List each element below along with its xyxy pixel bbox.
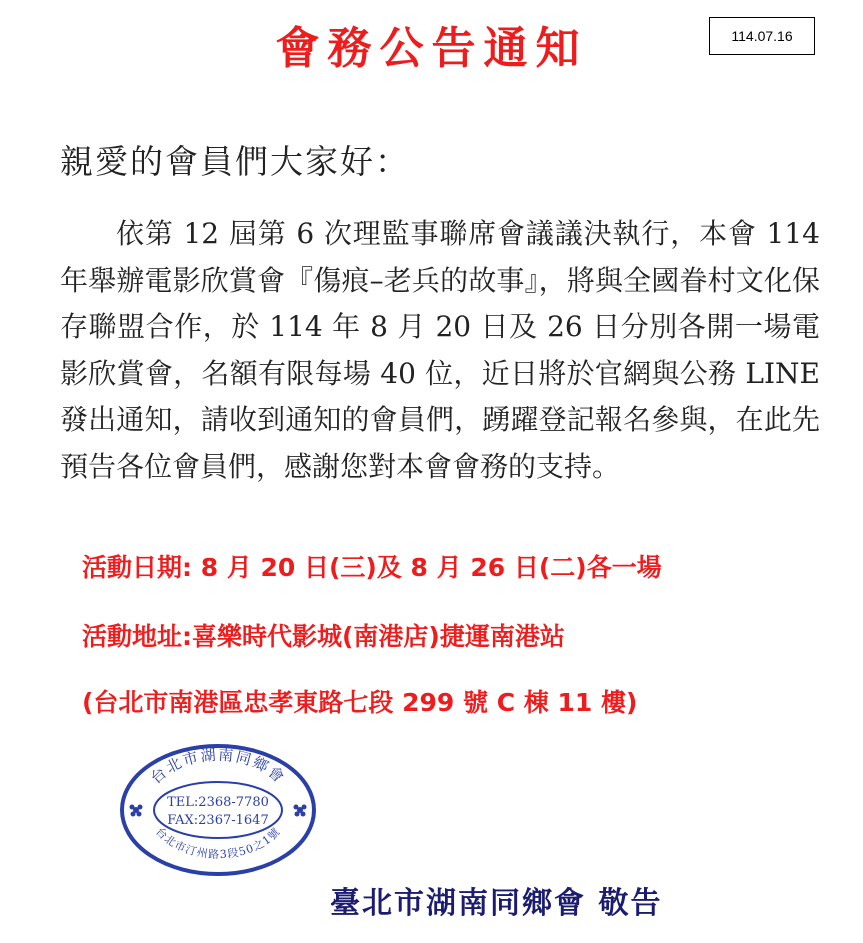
letter-greeting: 親愛的會員們大家好： — [60, 142, 410, 181]
seal-bottom-text: 台北市汀州路3段50之1號 — [153, 825, 283, 862]
seal-tel: TEL:2368-7780 — [167, 795, 269, 810]
event-address-line: (台北市南港區忠孝東路七段 299 號 C 棟 11 樓) — [82, 688, 638, 717]
flower-icon — [130, 805, 143, 817]
signature: 臺北市湖南同鄉會 敬告 — [330, 886, 663, 921]
seal-fax: FAX:2367-1647 — [167, 813, 269, 828]
notice-title: 會務公告通知 — [275, 23, 588, 74]
association-seal — [118, 738, 318, 878]
flower-icon — [294, 805, 307, 817]
event-venue-line: 活動地址:喜樂時代影城(南港店)捷運南港站 — [82, 622, 565, 651]
seal-top-text: 台北市湖南同鄉會 — [146, 745, 290, 788]
event-date-line: 活動日期: 8 月 20 日(三)及 8 月 26 日(二)各一場 — [82, 553, 662, 582]
letter-body: 依第 12 屆第 6 次理監事聯席會議議決執行，本會 114 年舉辦電影欣賞會『傷痕–老兵的故事』，將與全國眷村文化保存聯盟合作，於 114 年 8 月 20 日及 26 日分別各開一場電影欣賞會，名額有限每場 40 位，近日將於官網與公務 LINE 發出通知，請收到通知的會員們，踴躍登記報名參與，在此先預告各位會員們，感謝您對本會會務的支持。 — [60, 217, 820, 483]
seal-inner-ring — [154, 782, 282, 838]
notice-date-box: 114.07.16 — [709, 17, 815, 55]
